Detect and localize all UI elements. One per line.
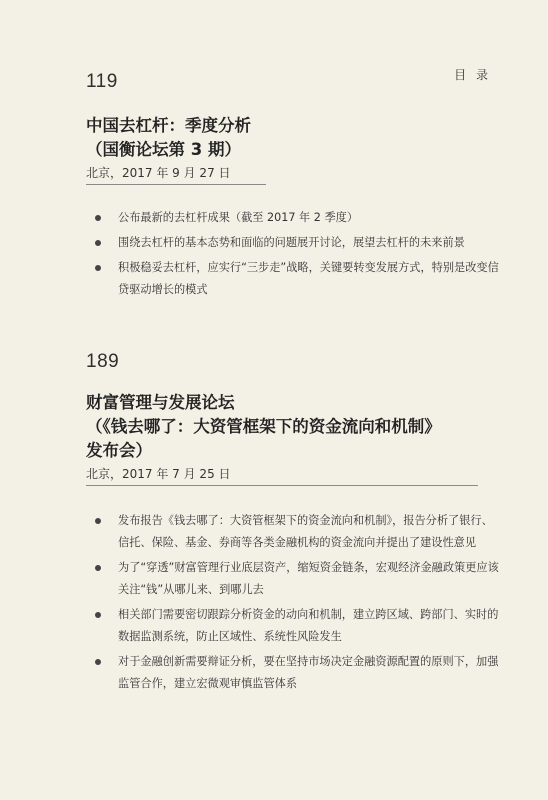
list-item-text: 积极稳妥去杠杆，应实行“三步走”战略，关键要转变发展方式，特别是改变信贷驱动增长的模式 xyxy=(118,261,499,296)
bullet-icon xyxy=(95,265,101,271)
list-item-text: 发布报告《钱去哪了：大资管框架下的资金流向和机制》，报告分析了银行、信托、保险、基金、券商等各类金融机构的资金流向并提出了建设性意见 xyxy=(118,514,493,549)
list-item-text: 对于金融创新需要辩证分析，要在坚持市场决定金融资源配置的原则下，加强监管合作，建立宏微观审慎监管体系 xyxy=(118,655,499,690)
list-item-text: 相关部门需要密切跟踪分析资金的动向和机制，建立跨区域、跨部门、实时的数据监测系统，防止区域性、系统性风险发生 xyxy=(118,608,499,643)
list-item xyxy=(95,557,500,601)
page-number: 119 xyxy=(86,71,118,92)
toc-entry xyxy=(86,71,266,93)
divider xyxy=(86,184,266,185)
list-item xyxy=(95,257,500,301)
section-header: 目 录 xyxy=(454,68,491,82)
entry-date-location: 北京，2017 年 9 月 27 日 xyxy=(86,166,231,180)
entry-title: （国衡论坛第 3 期） xyxy=(86,140,241,159)
toc-entry-title-block xyxy=(86,391,478,486)
bullet-icon xyxy=(95,518,101,524)
bullet-icon xyxy=(95,659,101,665)
entry-title: （《钱去哪了：大资管框架下的资金流向和机制》 xyxy=(86,417,441,436)
list-item-text: 为了“穿透”财富管理行业底层资产，缩短资金链条，宏观经济金融政策更应该关注“钱”从哪儿来、到哪儿去 xyxy=(118,561,499,596)
bullet-icon xyxy=(95,565,101,571)
list-item xyxy=(95,651,500,695)
list-item xyxy=(95,510,500,554)
entry-date-location: 北京，2017 年 7 月 25 日 xyxy=(86,467,231,481)
entry-title: 中国去杠杆：季度分析 xyxy=(86,116,251,135)
toc-entry xyxy=(86,351,496,373)
toc-entry-title-block xyxy=(86,114,266,185)
entry-title: 发布会） xyxy=(86,441,152,460)
entry-title: 财富管理与发展论坛 xyxy=(86,393,235,412)
bullet-icon xyxy=(95,215,101,221)
list-item-text: 公布最新的去杠杆成果（截至 2017 年 2 季度） xyxy=(118,211,359,224)
list-item-text: 围绕去杠杆的基本态势和面临的问题展开讨论，展望去杠杆的未来前景 xyxy=(118,236,465,249)
list-item xyxy=(95,604,500,648)
divider xyxy=(86,485,478,486)
bullet-icon xyxy=(95,612,101,618)
list-item xyxy=(95,207,500,229)
bullet-list xyxy=(95,207,500,304)
bullet-icon xyxy=(95,240,101,246)
page-number: 189 xyxy=(86,351,120,372)
bullet-list xyxy=(95,510,500,698)
list-item xyxy=(95,232,500,254)
